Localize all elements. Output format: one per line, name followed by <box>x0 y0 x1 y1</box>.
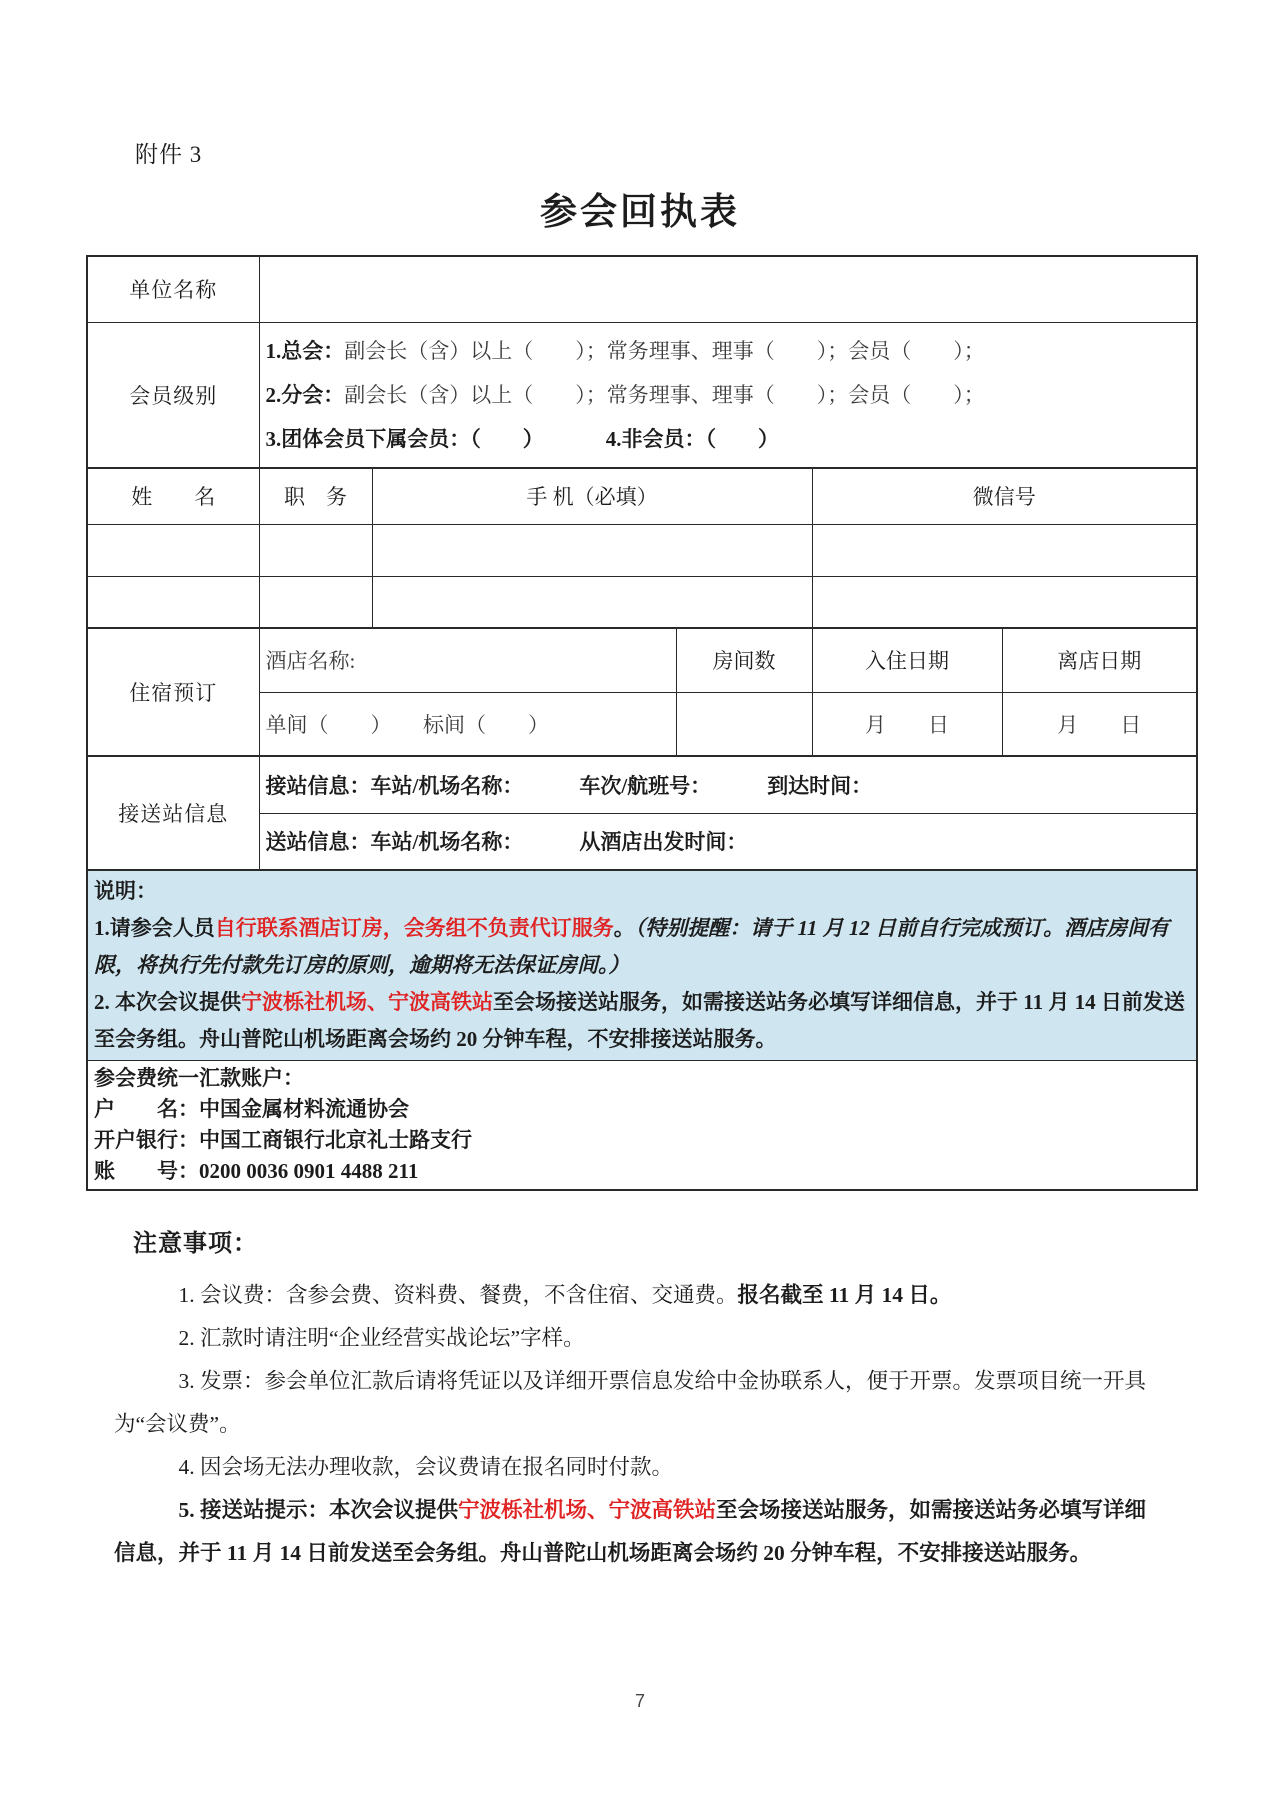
notice-item-5-suffix: 至会场接送站服务，如需接送站务必填写详细信息，并于 11 月 14 日前发送至会务组。舟山普陀山机场距离会场约 20 分钟车程，不安排接送站服务。 <box>114 1498 1147 1565</box>
checkout-column-header: 离店日期 <box>1002 628 1197 692</box>
notice-item-3: 3. 发票：参会单位汇款后请将凭证以及详细开票信息发给中金协联系人，便于开票。发票项目统一开具为“会议费”。 <box>114 1369 1147 1436</box>
member-level-line-2 <box>266 373 1191 417</box>
page-number: 7 <box>634 1691 645 1711</box>
member-level-4-label: 4.非会员： <box>605 426 706 451</box>
checkin-column-header: 入住日期 <box>812 628 1002 692</box>
pickup-row <box>87 756 1197 813</box>
arrival-time-label: 到达时间： <box>767 773 873 798</box>
rooms-column-header: 房间数 <box>676 628 812 692</box>
bank-account-row <box>87 1061 1197 1191</box>
note-1 <box>94 910 1190 984</box>
hotel-header-row <box>87 628 1197 692</box>
contact-empty-row-2 <box>87 576 1197 628</box>
notice-item-1-text: 1. 会议费：含参会费、资料费、餐费，不含住宿、交通费。 <box>178 1283 738 1307</box>
notice-item-1-deadline: 报名截至 11 月 14 日。 <box>737 1283 952 1307</box>
reply-form-table <box>86 255 1198 1191</box>
dropoff-station-label: 送站信息：车站/机场名称： <box>265 830 524 855</box>
pickup-station-label: 接站信息：车站/机场名称： <box>265 773 524 798</box>
wechat-column-header: 微信号 <box>812 468 1197 524</box>
transfer-section-label: 接送站信息 <box>87 756 259 870</box>
member-level-options-cell <box>259 322 1197 468</box>
hotel-section-label: 住宿预订 <box>87 628 259 756</box>
notice-item-1 <box>114 1274 1164 1317</box>
contact-header-row <box>87 468 1197 524</box>
member-level-row <box>87 322 1197 468</box>
room-type-blanks: 单间（ ） 标间（ ） <box>259 692 676 756</box>
notice-item-5-highlight: 宁波栎社机场、宁波高铁站 <box>458 1498 717 1522</box>
member-level-1-options: 副会长（含）以上（ ）；常务理事、理事（ ）；会员（ ）； <box>344 338 985 363</box>
mobile-column-header: 手 机（必填） <box>372 468 812 524</box>
mobile-input-cell <box>372 576 812 628</box>
note-1-prefix: 1.请参会人员 <box>94 916 215 940</box>
member-level-1-label: 1.总会： <box>265 338 345 363</box>
note-1-highlight: 自行联系酒店订房，会务组不负责代订服务 <box>214 916 614 940</box>
name-input-cell <box>87 576 259 628</box>
position-input-cell <box>259 576 372 628</box>
notice-item-5 <box>114 1489 1164 1575</box>
note-1-period: 。 <box>613 916 635 940</box>
unit-name-input-cell <box>259 256 1197 322</box>
member-level-line-1 <box>266 329 1191 373</box>
wechat-input-cell <box>812 524 1197 576</box>
member-level-line-3 <box>266 417 1191 461</box>
notice-heading: 注意事项： <box>133 1231 258 1257</box>
notice-item-4: 4. 因会场无法办理收款，会议费请在报名同时付款。 <box>178 1455 674 1479</box>
checkin-date-blank: 月 日 <box>812 692 1002 756</box>
departure-time-label: 从酒店出发时间： <box>579 830 748 855</box>
member-level-label: 会员级别 <box>87 322 259 468</box>
note-2-prefix: 2. 本次会议提供 <box>94 990 241 1014</box>
member-level-4-blank: （ ） <box>705 426 779 451</box>
notice-item-5-prefix: 5. 接送站提示：本次会议提供 <box>178 1498 459 1522</box>
checkout-date-blank: 月 日 <box>1002 692 1197 756</box>
position-input-cell <box>259 524 372 576</box>
pickup-info-cell <box>259 756 1197 813</box>
dropoff-info-cell <box>259 813 1197 870</box>
notes-cell <box>87 870 1197 1061</box>
hotel-name-label: 酒店名称: <box>259 628 676 692</box>
account-bank-line: 开户银行：中国工商银行北京礼士路支行 <box>94 1128 472 1152</box>
note-2-highlight: 宁波栎社机场、宁波高铁站 <box>241 990 493 1014</box>
mobile-input-cell <box>372 524 812 576</box>
notice-list <box>114 1274 1164 1575</box>
member-level-3-label: 3.团体会员下属会员： <box>265 426 471 451</box>
note-2 <box>94 984 1190 1058</box>
wechat-input-cell <box>812 576 1197 628</box>
unit-name-row <box>87 256 1197 322</box>
attachment-label: 附件 3 <box>135 142 203 167</box>
member-level-2-options: 副会长（含）以上（ ）；常务理事、理事（ ）；会员（ ）； <box>344 382 985 407</box>
note-1-reminder: （特别提醒：请于 11 月 12 日前自行完成预订。酒店房间有限，将执行先付款先订房的原则，逾期将无法保证房间。） <box>94 916 1170 977</box>
account-number-line: 账 号：0200 0036 0901 4488 211 <box>94 1159 419 1183</box>
member-level-3-blank: （ ） <box>470 426 544 451</box>
notice-item-2: 2. 汇款时请注明“企业经营实战论坛”字样。 <box>178 1326 585 1350</box>
unit-name-label: 单位名称 <box>87 256 259 322</box>
notes-row <box>87 870 1197 1061</box>
note-2-suffix: 至会场接送站服务，如需接送站务必填写详细信息，并于 11 月 14 日前发送至会务组。舟山普陀山机场距离会场约 20 分钟车程，不安排接送站服务。 <box>94 990 1185 1051</box>
position-column-header: 职 务 <box>259 468 372 524</box>
bank-account-cell <box>87 1061 1197 1191</box>
account-holder-line: 户 名：中国金属材料流通协会 <box>94 1097 409 1121</box>
train-flight-label: 车次/航班号： <box>579 773 712 798</box>
member-level-2-label: 2.分会： <box>265 382 345 407</box>
notes-heading: 说明： <box>94 879 157 903</box>
page-title: 参会回执表 <box>540 192 740 233</box>
name-input-cell <box>87 524 259 576</box>
name-column-header: 姓 名 <box>87 468 259 524</box>
account-heading: 参会费统一汇款账户： <box>94 1066 304 1090</box>
contact-empty-row-1 <box>87 524 1197 576</box>
rooms-input-cell <box>676 692 812 756</box>
